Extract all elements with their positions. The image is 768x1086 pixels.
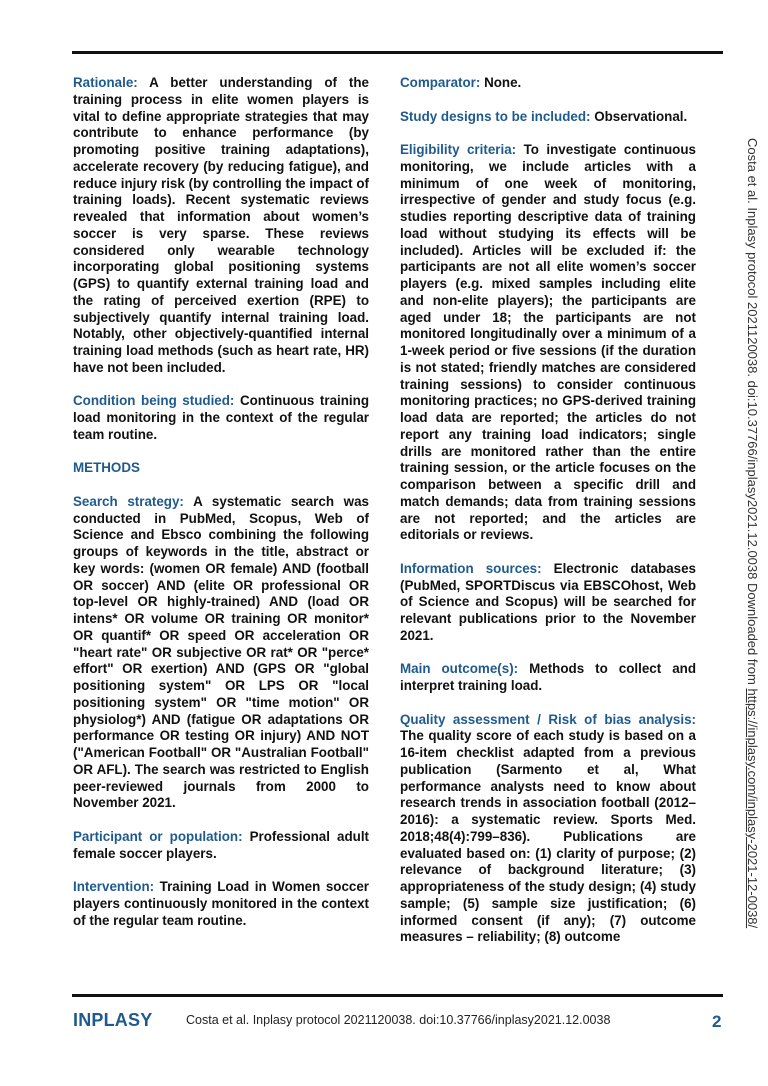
eligibility-label: Eligibility criteria: [400,142,517,157]
footer-citation: Costa et al. Inplasy protocol 2021120038. doi:10.37766/inplasy2021.12.0038 [186,1013,611,1027]
condition-label: Condition being studied: [73,393,235,409]
side-note-text: Costa et al. Inplasy protocol 2021120038. doi:10.37766/inplasy2021.12.0038 Downloaded from [745,138,760,689]
search-strategy-section [73,494,369,812]
study-designs-text: Observational. [590,108,688,124]
search-strategy-text: A systematic search was conducted in PubMed, Scopus, Web of Science and Ebsco combining the following groups of keywords in the title, abstract or key words: (women OR female) AND (football OR soccer) AND (elite OR professional OR top-level OR highly-trained) AND (load OR intens* OR volume OR training OR monitor* OR quantif* OR speed OR acceleration OR "heart rate" OR subjective OR rat* OR "perce* effort" OR exertion) AND (GPS OR "global positioning system" OR LPS OR "local positioning system" OR "time motion" OR physiolog*) AND (fatigue OR adaptations OR performance OR testing OR injury) AND NOT ("American Football" OR "Australian Football" OR AFL). The search was restricted to English peer-reviewed journals from 2000 to November 2021. [73,493,369,811]
eligibility-text: To investigate continuous monitoring, we include articles with a minimum of one week of monitoring, irrespective of gender and study focus (e.g. studies reporting descriptive data of training load without studying its effects will be included). Articles will be excluded if: the participants are not all elite women’s soccer players (e.g. mixed samples including elite and non-elite players); the participants are aged under 18; the participants are not monitored longitudinally over a minimum of a 1-week period or five sessions (if the duration is not stated; friendly matches are considered training sessions) to consider continuous monitoring practices; no GPS-derived training load data are reported; the articles do not report any training load indicators; single drills are monitored rather than the entire training session, or the article focuses on the comparison between a specific drill and match demands; data from training sessions are not reported; and the articles are editorials or reviews. [400,142,696,543]
study-designs-label: Study designs to be included: [400,108,591,124]
quality-text: The quality score of each study is based on a 16-item checklist adapted from a previous publication (Sarmento et al, What performance analysts need to know about research trends in association football (2012–2016): a systematic review. Sports Med. 2018;48(4):799–836). Publications are evaluated based on: (1) clarity of purpose; (2) relevance of background literature; (3) appropriateness of the study design; (4) study sample; (5) sample size justification; (6) informed consent (if any); (7) outcome measures – reliability; (8) outcome [400,728,696,945]
right-column [400,75,696,963]
participant-label: Participant or population: [73,828,243,844]
eligibility-section [400,142,696,544]
participant-section [73,829,369,863]
footer-rule [72,994,723,997]
study-designs-section [400,109,696,126]
main-outcomes-section [400,661,696,695]
information-sources-text: Electronic databases (PubMed, SPORTDiscus via EBSCOhost, Web of Science and Scopus) will be searched for relevant publications prior to the November 2021. [400,560,696,643]
main-outcomes-label: Main outcome(s): [400,661,519,677]
side-download-note [745,138,760,928]
information-sources-label: Information sources: [400,560,542,576]
methods-heading: METHODS [73,460,140,476]
intervention-label: Intervention: [73,879,155,894]
footer-brand-logo: INPLASY [73,1010,153,1030]
comparator-text: None. [480,75,522,90]
quality-section [400,712,696,947]
header-rule [72,51,723,54]
comparator-label: Comparator: [400,75,481,90]
comparator-section [400,75,696,92]
intervention-text: Training Load in Women soccer players continuously monitored in the context of the regular team routine. [73,879,369,928]
condition-text: Continuous training load monitoring in the context of the regular team routine. [73,393,369,442]
left-column [73,75,369,946]
rationale-label: Rationale: [73,75,138,90]
rationale-text: A better understanding of the training process in elite women players is vital to define appropriate strategies that may contribute to enhance performance (by promoting positive training adaptations), accelerate recovery (by reducing fatigue), and reduce injury risk (by controlling the impact of training loads). Recent systematic reviews revealed that information about women’s soccer is very sparse. These reviews considered only wearable technology incorporating global positioning systems (GPS) to quantify external training load and the rating of perceived exertion (RPE) to subjectively quantify internal training load. Notably, other objectively-quantified internal training load methods (such as heart rate, HR) have not been included. [73,75,369,375]
quality-label: Quality assessment / Risk of bias analysis: [400,711,696,727]
main-outcomes-text: Methods to collect and interpret training load. [400,661,696,693]
participant-text: Professional adult female soccer players. [73,828,369,861]
rationale-section [73,75,369,377]
information-sources-section [400,561,696,645]
search-strategy-label: Search strategy: [73,493,184,509]
page-number: 2 [712,1012,722,1031]
intervention-section [73,879,369,929]
download-link[interactable]: https://inplasy.com/inplasy-2021-12-0038/ [745,688,760,929]
condition-section [73,393,369,443]
